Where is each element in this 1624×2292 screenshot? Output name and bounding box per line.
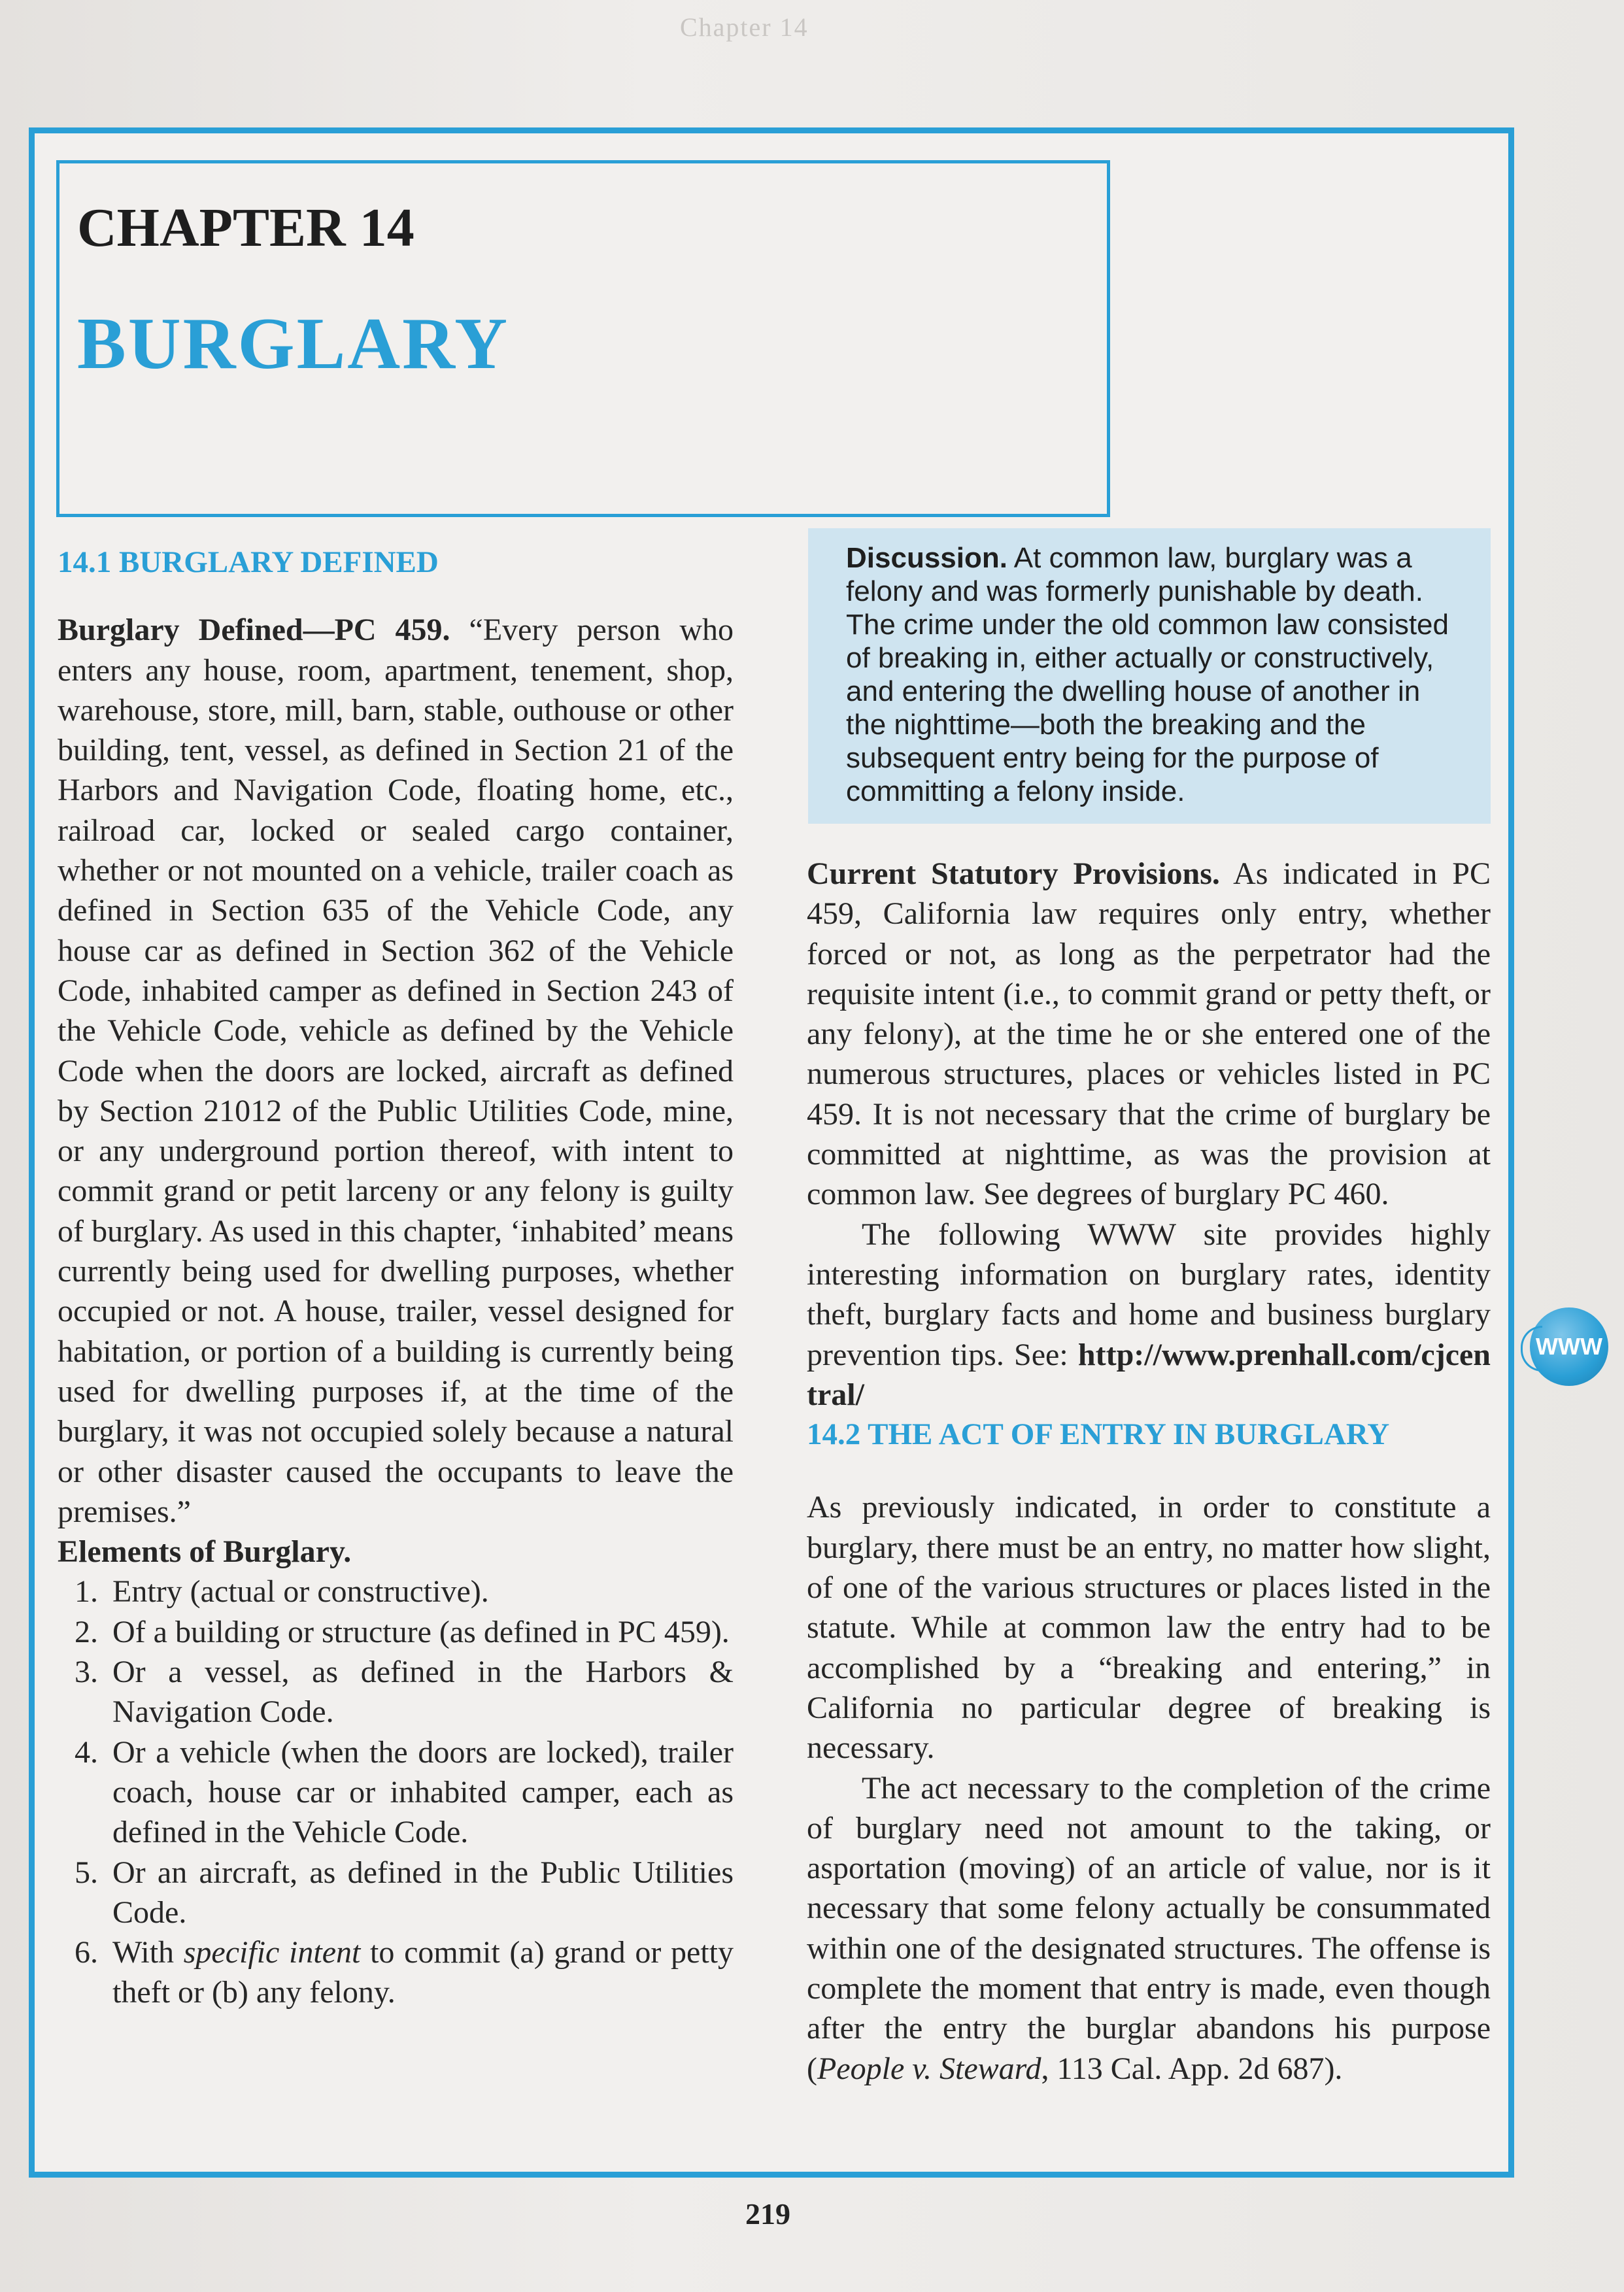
paragraph-text: The act necessary to the completion of the crime of burglary need not amount to the taking, or asportation (moving) of an article of value, nor is it necessary that some felony actually be consummated within one of the designated structures. The offense is complete the moment that entry is made, even though after the entry the burglar abandons his purpose ( [807,1770,1491,2086]
list-item-text: Of a building or structure (as defined in PC 459). [112,1614,730,1649]
provisions-text: As indicated in PC 459, California law requires only entry, whether forced or not, as long as the perpetrator had the requisite intent (i.e., to commit grand or petty theft, or any felony), at the time he or she entered one of the numerous structures, places or vehicles listed in PC 459. It is not necessary that the crime of burglary be committed at nighttime, as was the provision at common law. See degrees of burglary PC 460. [807,856,1491,1212]
list-item [58,1612,734,1652]
list-item-text: to commit (a) grand or petty theft or (b) any felony. [112,1935,734,2010]
right-column [807,854,1491,2089]
elements-list [58,1572,734,2012]
list-item-text: Or a vessel, as defined in the Harbors & Navigation Code. [112,1655,734,1730]
list-item [58,1572,734,1611]
entry-paragraph-1: As previously indicated, in order to constitute a burglary, there must be an entry, no matter how slight, of one of the various structures or places listed in the statute. While at common law the entry had to be accomplished by a “breaking and entering,” in California no particular degree of breaking is necessary. [807,1490,1491,1766]
provisions-lead: Current Statutory Provisions. [807,856,1220,891]
list-item-number: 2. [75,1614,98,1649]
list-item-number: 4. [75,1734,98,1770]
list-item-text: Or a vehicle (when the doors are locked), trailer coach, house car or inhabited camper, each as defined in the Vehicle Code. [112,1734,734,1850]
www-globe-icon: WWW [1530,1307,1608,1386]
list-item-number: 3. [75,1655,98,1690]
section-heading-14-2: 14.2 THE ACT OF ENTRY IN BURGLARY [807,1417,1390,1452]
entry-paragraph-2 [807,1768,1491,2089]
list-item [58,1652,734,1732]
citation-reference: , 113 Cal. App. 2d 687). [1041,2051,1343,2086]
case-citation: People v. Steward [817,2051,1041,2086]
list-item-number: 5. [75,1855,98,1890]
list-item [58,1853,734,1933]
statutory-provisions [807,854,1491,1215]
chapter-label: CHAPTER 14 [77,197,414,258]
list-item-text: With [112,1935,184,1970]
running-head: Chapter 14 [680,12,809,42]
definition-lead: Burglary Defined—PC 459. [58,613,450,648]
section-heading-14-1: 14.1 BURGLARY DEFINED [58,545,439,579]
list-item-text: Entry (actual or constructive). [112,1574,489,1609]
definition-text: “Every person who enters any house, room, apartment, tenement, shop, warehouse, store, mill, barn, stable, outhouse or other building, tent, vessel, as defined in Section 21 of the Harbors and Navigation Code, floating home, etc., railroad car, locked or sealed cargo container, whether or not mounted on a vehicle, trailer coach as defined in Section 635 of the Vehicle Code, any house car as defined in Section 362 of the Vehicle Code, inhabited camper as defined in Section 243 of the Vehicle Code, vehicle as defined by the Vehicle Code when the doors are locked, aircraft as defined by Section 21012 of the Public Utilities Code, mine, or any underground portion thereof, with intent to commit grand or petit larceny or any felony is guilty of burglary. As used in this chapter, ‘inhabited’ means currently being used for dwelling purposes, whether occupied or not. A house, trailer, vessel designed for habitation, or portion of a building is currently being used for dwelling purposes if, at the time of the burglary, it was not occupied solely because a natural or other disaster caused the occupants to leave the premises.” [58,613,734,1529]
www-text: The following WWW site provides highly interesting information on burglary rates, identity theft, burglary facts and home and business burglary prevention tips. See: [807,1217,1491,1372]
list-item-number: 1. [75,1574,98,1609]
discussion-lead: Discussion. [846,542,1007,574]
discussion-box [808,528,1491,824]
www-paragraph [807,1215,1491,1415]
list-item-text: Or an aircraft, as defined in the Public Utilities Code. [112,1855,734,1930]
chapter-title: BURGLARY [77,303,509,384]
list-item [58,1732,734,1853]
specific-intent-emphasis: specific intent [183,1935,361,1970]
left-column [58,543,734,2013]
list-item-number: 6. [75,1935,98,1970]
page-number: 219 [745,2197,790,2231]
list-item [58,1932,734,2013]
burglary-definition [58,610,734,1532]
elements-heading: Elements of Burglary. [58,1534,352,1570]
discussion-text: At common law, burglary was a felony and was formerly punishable by death. The crime under the old common law consisted of breaking in, either actually or constructively, and entering the dwelling house of another in the nighttime—both the breaking and the subsequent entry being for the purpose of committing a felony inside. [846,542,1449,807]
prenhall-link[interactable]: http://www.prenhall.com/cjcentral/ [807,1337,1491,1412]
